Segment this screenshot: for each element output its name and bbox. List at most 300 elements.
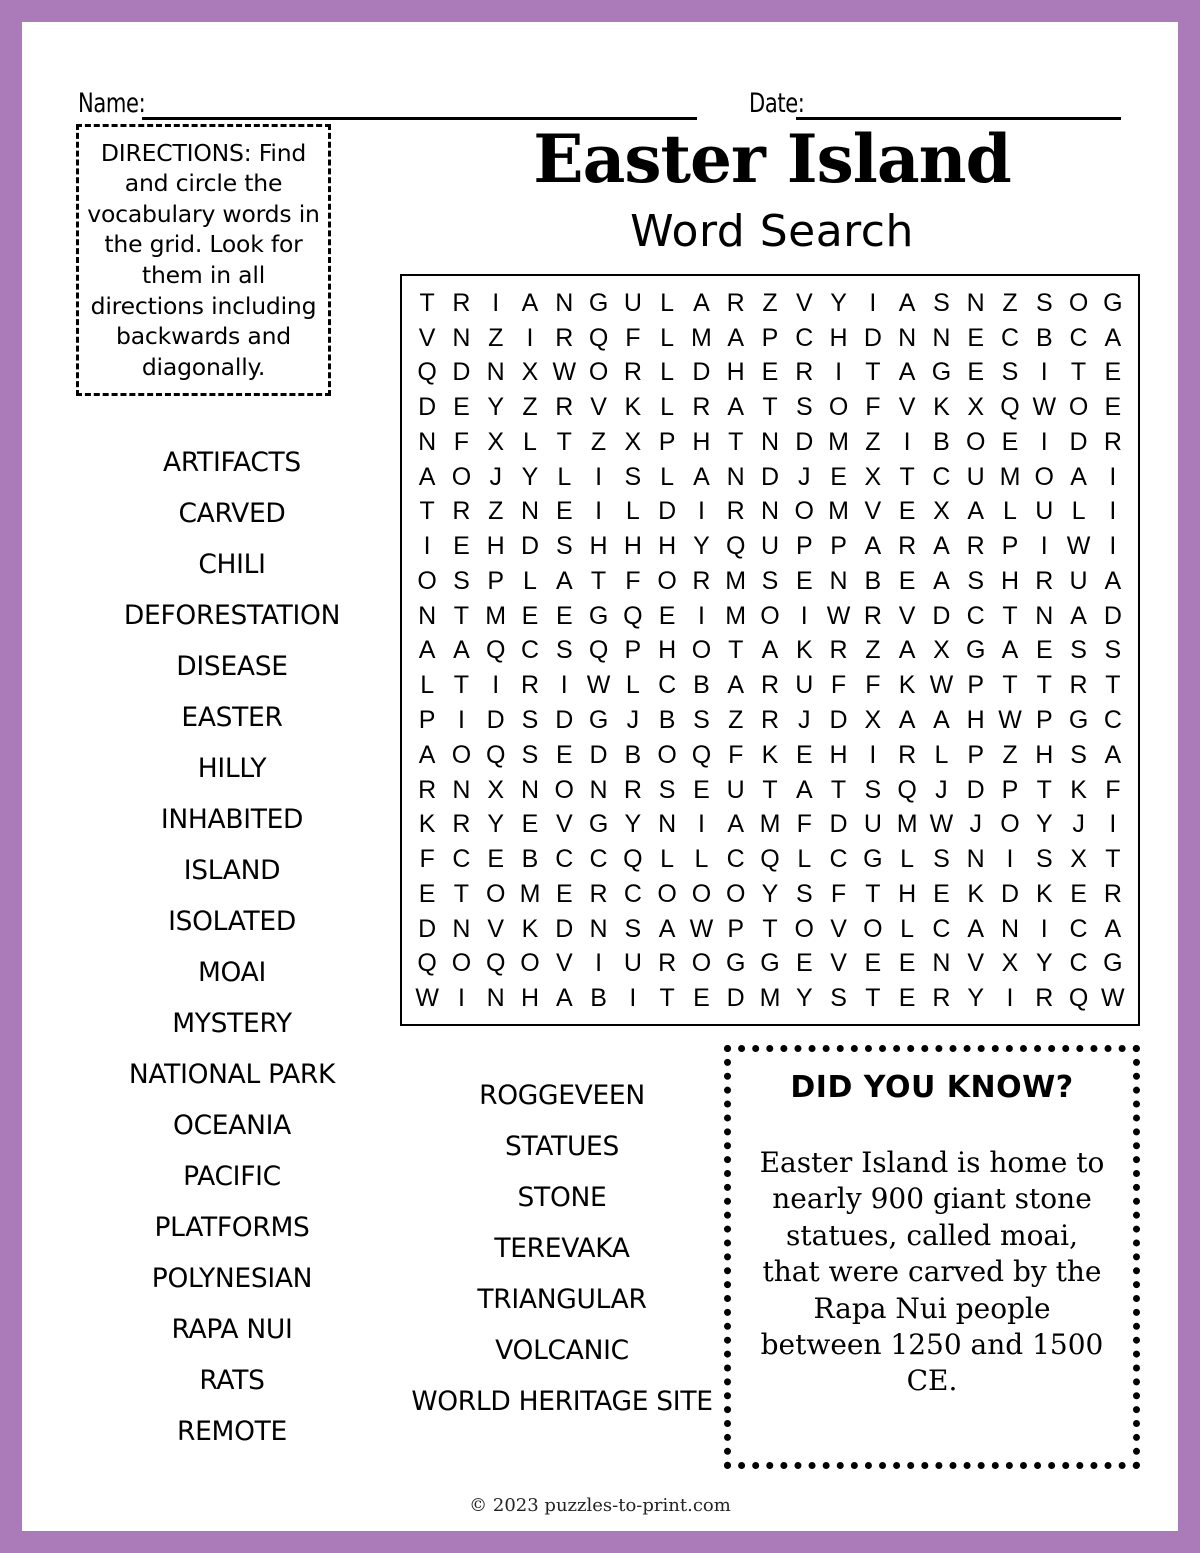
grid-cell[interactable]: R (555, 393, 574, 422)
grid-cell[interactable]: R (555, 323, 574, 352)
grid-cell[interactable]: A (521, 288, 539, 317)
grid-cell[interactable]: T (1036, 775, 1052, 804)
grid-cell[interactable]: J (798, 462, 811, 491)
grid-cell[interactable]: L (797, 845, 812, 874)
grid-cell[interactable]: L (1071, 497, 1086, 526)
grid-cell[interactable]: Q (417, 358, 437, 387)
grid-cell[interactable]: I (903, 427, 911, 456)
grid-cell[interactable]: U (1069, 566, 1088, 595)
grid-cell[interactable]: V (830, 949, 847, 978)
grid-cell[interactable]: W (689, 914, 714, 943)
grid-cell[interactable]: N (898, 323, 917, 352)
grid-cell[interactable]: A (1104, 323, 1122, 352)
grid-cell[interactable]: N (418, 427, 437, 456)
grid-cell[interactable]: D (932, 601, 951, 630)
grid-cell[interactable]: V (555, 810, 573, 839)
grid-cell[interactable]: D (829, 810, 848, 839)
grid-cell[interactable]: M (691, 323, 712, 352)
grid-cell[interactable]: A (898, 706, 916, 735)
grid-cell[interactable]: L (900, 845, 915, 874)
grid-cell[interactable]: Y (795, 984, 813, 1013)
grid-cell[interactable]: J (935, 775, 948, 804)
grid-cell[interactable]: T (865, 358, 881, 387)
grid-cell[interactable]: I (697, 810, 705, 839)
grid-cell[interactable]: F (865, 671, 881, 700)
grid-cell[interactable]: Y (761, 879, 779, 908)
grid-cell[interactable]: E (521, 601, 539, 630)
grid-cell[interactable]: K (795, 636, 813, 665)
grid-cell[interactable]: E (555, 879, 573, 908)
grid-cell[interactable]: D (418, 914, 437, 943)
grid-cell[interactable]: Y (1035, 949, 1053, 978)
grid-cell[interactable]: Q (1068, 984, 1089, 1013)
grid-cell[interactable]: Q (623, 845, 643, 874)
grid-cell[interactable]: H (1035, 740, 1054, 769)
grid-cell[interactable]: L (660, 845, 675, 874)
grid-cell[interactable]: Q (760, 845, 780, 874)
grid-cell[interactable]: W (1032, 393, 1057, 422)
grid-cell[interactable]: V (418, 323, 436, 352)
grid-cell[interactable]: N (1035, 601, 1054, 630)
grid-cell[interactable]: T (1002, 601, 1018, 630)
grid-cell[interactable]: R (829, 636, 848, 665)
grid-cell[interactable]: D (520, 532, 540, 561)
grid-cell[interactable]: M (828, 497, 849, 526)
grid-cell[interactable]: N (726, 462, 745, 491)
grid-cell[interactable]: K (967, 879, 985, 908)
grid-cell[interactable]: D (555, 706, 574, 735)
grid-cell[interactable]: L (934, 740, 949, 769)
grid-cell[interactable]: E (555, 740, 573, 769)
grid-cell[interactable]: T (762, 914, 778, 943)
grid-cell[interactable]: N (452, 323, 471, 352)
grid-cell[interactable]: A (693, 462, 710, 491)
grid-cell[interactable]: G (1103, 288, 1123, 317)
grid-cell[interactable]: M (725, 566, 747, 595)
grid-cell[interactable]: H (898, 879, 917, 908)
grid-cell[interactable]: U (795, 671, 814, 700)
grid-cell[interactable]: N (760, 427, 780, 456)
grid-cell[interactable]: A (418, 636, 436, 665)
grid-cell[interactable]: P (1035, 706, 1053, 735)
grid-cell[interactable]: X (1070, 845, 1087, 874)
grid-cell[interactable]: P (727, 914, 745, 943)
grid-cell[interactable]: Q (897, 775, 917, 804)
grid-cell[interactable]: N (760, 497, 780, 526)
grid-cell[interactable]: S (761, 566, 779, 595)
grid-cell[interactable]: F (830, 671, 847, 700)
grid-cell[interactable]: Z (1002, 288, 1018, 317)
grid-cell[interactable]: C (932, 462, 951, 491)
grid-cell[interactable]: L (420, 671, 435, 700)
grid-cell[interactable]: O (1068, 288, 1089, 317)
grid-cell[interactable]: Q (485, 949, 506, 978)
grid-cell[interactable]: V (795, 288, 813, 317)
grid-cell[interactable]: O (1000, 810, 1020, 839)
grid-cell[interactable]: A (1104, 914, 1122, 943)
grid-cell[interactable]: N (589, 775, 608, 804)
grid-cell[interactable]: W (415, 984, 439, 1013)
grid-cell[interactable]: Q (623, 601, 643, 630)
grid-cell[interactable]: E (1104, 393, 1122, 422)
grid-cell[interactable]: A (795, 775, 813, 804)
grid-cell[interactable]: I (492, 288, 500, 317)
grid-cell[interactable]: P (658, 427, 676, 456)
grid-cell[interactable]: L (523, 566, 537, 595)
grid-cell[interactable]: F (728, 740, 744, 769)
grid-cell[interactable]: G (1103, 949, 1123, 978)
grid-cell[interactable]: S (658, 775, 676, 804)
grid-cell[interactable]: O (451, 462, 472, 491)
grid-cell[interactable]: K (1035, 879, 1053, 908)
grid-cell[interactable]: L (557, 462, 572, 491)
grid-cell[interactable]: E (453, 393, 470, 422)
grid-cell[interactable]: D (589, 740, 608, 769)
grid-cell[interactable]: N (452, 775, 471, 804)
grid-cell[interactable]: T (453, 671, 470, 700)
grid-cell[interactable]: T (1105, 671, 1121, 700)
grid-cell[interactable]: S (795, 879, 813, 908)
grid-cell[interactable]: M (725, 601, 747, 630)
grid-cell[interactable]: T (419, 288, 435, 317)
grid-cell[interactable]: T (1036, 671, 1052, 700)
grid-cell[interactable]: C (829, 845, 848, 874)
grid-cell[interactable]: A (967, 497, 985, 526)
grid-cell[interactable]: V (830, 914, 847, 943)
grid-cell[interactable]: I (800, 601, 808, 630)
grid-cell[interactable]: H (589, 532, 608, 561)
grid-cell[interactable]: I (457, 984, 465, 1013)
grid-cell[interactable]: Y (693, 532, 710, 561)
grid-cell[interactable]: E (693, 775, 710, 804)
grid-cell[interactable]: F (453, 427, 470, 456)
grid-cell[interactable]: K (521, 914, 539, 943)
grid-cell[interactable]: I (1109, 532, 1117, 561)
grid-cell[interactable]: E (864, 949, 882, 978)
grid-cell[interactable]: I (697, 601, 705, 630)
grid-cell[interactable]: P (1001, 775, 1019, 804)
grid-cell[interactable]: R (692, 393, 711, 422)
grid-cell[interactable]: O (485, 879, 506, 908)
grid-cell[interactable]: Y (487, 393, 505, 422)
grid-cell[interactable]: N (486, 984, 505, 1013)
grid-cell[interactable]: U (760, 532, 780, 561)
grid-cell[interactable]: L (660, 288, 675, 317)
grid-cell[interactable]: H (829, 740, 848, 769)
grid-cell[interactable]: A (1070, 601, 1087, 630)
grid-cell[interactable]: W (552, 358, 577, 387)
grid-cell[interactable]: O (725, 879, 746, 908)
grid-cell[interactable]: Z (762, 288, 778, 317)
grid-cell[interactable]: O (691, 636, 712, 665)
grid-cell[interactable]: R (418, 775, 437, 804)
grid-cell[interactable]: W (1066, 532, 1091, 561)
grid-cell[interactable]: T (419, 497, 435, 526)
grid-cell[interactable]: S (624, 462, 642, 491)
grid-cell[interactable]: A (1070, 462, 1087, 491)
grid-cell[interactable]: B (693, 671, 710, 700)
grid-cell[interactable]: G (760, 949, 780, 978)
grid-cell[interactable]: A (727, 393, 745, 422)
grid-cell[interactable]: T (1002, 671, 1018, 700)
grid-cell[interactable]: D (1000, 879, 1020, 908)
grid-cell[interactable]: L (660, 323, 675, 352)
grid-cell[interactable]: K (624, 393, 642, 422)
grid-cell[interactable]: Z (1002, 740, 1018, 769)
grid-cell[interactable]: I (595, 949, 603, 978)
grid-cell[interactable]: H (520, 984, 540, 1013)
grid-cell[interactable]: E (658, 601, 676, 630)
grid-cell[interactable]: J (626, 706, 640, 735)
grid-cell[interactable]: I (697, 497, 705, 526)
grid-cell[interactable]: D (795, 427, 814, 456)
grid-cell[interactable]: C (1103, 706, 1122, 735)
grid-cell[interactable]: Z (865, 636, 881, 665)
grid-cell[interactable]: X (864, 462, 882, 491)
grid-cell[interactable]: M (828, 427, 849, 456)
grid-cell[interactable]: L (1003, 497, 1017, 526)
grid-cell[interactable]: A (453, 636, 470, 665)
grid-cell[interactable]: A (727, 323, 745, 352)
grid-cell[interactable]: F (865, 393, 881, 422)
grid-cell[interactable]: S (1035, 845, 1053, 874)
grid-cell[interactable]: Z (488, 497, 504, 526)
grid-cell[interactable]: N (486, 358, 505, 387)
grid-cell[interactable]: P (418, 706, 436, 735)
grid-cell[interactable]: R (1103, 879, 1122, 908)
grid-cell[interactable]: O (520, 949, 540, 978)
grid-cell[interactable]: I (492, 671, 500, 700)
grid-cell[interactable]: I (1040, 532, 1048, 561)
grid-cell[interactable]: T (728, 427, 744, 456)
grid-cell[interactable]: Z (522, 393, 538, 422)
grid-cell[interactable]: S (555, 636, 573, 665)
grid-cell[interactable]: E (555, 601, 573, 630)
grid-cell[interactable]: M (519, 879, 541, 908)
grid-cell[interactable]: I (869, 740, 877, 769)
grid-cell[interactable]: I (1006, 984, 1014, 1013)
grid-cell[interactable]: A (1104, 566, 1122, 595)
grid-cell[interactable]: Q (588, 636, 609, 665)
grid-cell[interactable]: X (624, 427, 642, 456)
grid-cell[interactable]: K (761, 740, 779, 769)
grid-cell[interactable]: A (1104, 740, 1122, 769)
grid-cell[interactable]: H (623, 532, 642, 561)
grid-cell[interactable]: R (1103, 427, 1122, 456)
grid-cell[interactable]: W (929, 810, 954, 839)
grid-cell[interactable]: R (863, 601, 882, 630)
grid-cell[interactable]: A (898, 358, 916, 387)
grid-cell[interactable]: D (658, 497, 677, 526)
grid-cell[interactable]: X (967, 393, 985, 422)
grid-cell[interactable]: O (1068, 393, 1089, 422)
grid-cell[interactable]: E (967, 358, 985, 387)
grid-cell[interactable]: R (932, 984, 951, 1013)
grid-cell[interactable]: I (1040, 358, 1048, 387)
grid-cell[interactable]: J (489, 462, 502, 491)
grid-cell[interactable]: S (555, 532, 573, 561)
grid-cell[interactable]: T (865, 879, 881, 908)
grid-cell[interactable]: N (932, 323, 951, 352)
grid-cell[interactable]: D (418, 393, 437, 422)
grid-cell[interactable]: C (452, 845, 471, 874)
grid-cell[interactable]: I (1109, 497, 1117, 526)
grid-cell[interactable]: C (589, 845, 608, 874)
grid-cell[interactable]: S (795, 393, 813, 422)
grid-cell[interactable]: V (967, 949, 985, 978)
grid-cell[interactable]: G (725, 949, 746, 978)
grid-cell[interactable]: H (692, 427, 711, 456)
grid-cell[interactable]: O (554, 775, 574, 804)
grid-cell[interactable]: K (1070, 775, 1087, 804)
grid-cell[interactable]: S (933, 288, 950, 317)
grid-cell[interactable]: A (555, 984, 573, 1013)
grid-cell[interactable]: A (898, 636, 916, 665)
grid-cell[interactable]: F (796, 810, 812, 839)
grid-cell[interactable]: Q (417, 949, 437, 978)
grid-cell[interactable]: P (624, 636, 642, 665)
grid-cell[interactable]: A (418, 740, 436, 769)
grid-cell[interactable]: Z (488, 323, 504, 352)
grid-cell[interactable]: Z (865, 427, 881, 456)
grid-cell[interactable]: R (623, 775, 642, 804)
grid-cell[interactable]: C (555, 845, 574, 874)
grid-cell[interactable]: A (555, 566, 573, 595)
grid-cell[interactable]: V (487, 914, 505, 943)
grid-cell[interactable]: S (933, 845, 950, 874)
grid-cell[interactable]: G (588, 706, 609, 735)
grid-cell[interactable]: J (798, 706, 811, 735)
grid-cell[interactable]: C (1069, 949, 1088, 978)
grid-cell[interactable]: R (452, 810, 471, 839)
grid-cell[interactable]: N (966, 288, 985, 317)
grid-cell[interactable]: E (795, 566, 813, 595)
grid-cell[interactable]: E (795, 740, 813, 769)
grid-cell[interactable]: L (625, 497, 640, 526)
grid-cell[interactable]: I (835, 358, 843, 387)
grid-cell[interactable]: H (658, 636, 677, 665)
grid-cell[interactable]: A (658, 914, 676, 943)
grid-cell[interactable]: L (900, 914, 915, 943)
grid-cell[interactable]: A (967, 914, 985, 943)
grid-cell[interactable]: S (453, 566, 470, 595)
grid-cell[interactable]: R (1035, 984, 1054, 1013)
grid-cell[interactable]: K (898, 671, 916, 700)
grid-cell[interactable]: S (830, 984, 847, 1013)
grid-cell[interactable]: Z (728, 706, 744, 735)
grid-cell[interactable]: C (795, 323, 814, 352)
grid-cell[interactable]: T (1105, 845, 1121, 874)
grid-cell[interactable]: Q (485, 636, 506, 665)
grid-cell[interactable]: R (452, 497, 471, 526)
grid-cell[interactable]: I (457, 706, 465, 735)
grid-cell[interactable]: W (998, 706, 1022, 735)
grid-cell[interactable]: D (692, 358, 711, 387)
grid-cell[interactable]: I (869, 288, 877, 317)
grid-cell[interactable]: G (1068, 706, 1089, 735)
grid-cell[interactable]: N (555, 288, 574, 317)
grid-cell[interactable]: P (967, 740, 985, 769)
grid-cell[interactable]: R (726, 288, 745, 317)
grid-cell[interactable]: X (864, 706, 882, 735)
grid-cell[interactable]: T (899, 462, 915, 491)
grid-cell[interactable]: E (898, 949, 916, 978)
grid-cell[interactable]: F (830, 879, 847, 908)
grid-cell[interactable]: Y (967, 984, 985, 1013)
grid-cell[interactable]: M (999, 462, 1021, 491)
grid-cell[interactable]: S (1070, 740, 1087, 769)
grid-cell[interactable]: C (658, 671, 677, 700)
grid-cell[interactable]: C (1069, 914, 1088, 943)
grid-cell[interactable]: R (726, 497, 745, 526)
grid-cell[interactable]: B (933, 427, 950, 456)
grid-cell[interactable]: N (520, 497, 540, 526)
grid-cell[interactable]: I (1109, 810, 1117, 839)
grid-cell[interactable]: R (452, 288, 471, 317)
grid-cell[interactable]: O (657, 879, 677, 908)
grid-cell[interactable]: A (693, 288, 710, 317)
grid-cell[interactable]: L (660, 393, 675, 422)
grid-cell[interactable]: E (555, 497, 573, 526)
grid-cell[interactable]: U (966, 462, 985, 491)
grid-cell[interactable]: S (1070, 636, 1087, 665)
grid-cell[interactable]: T (830, 775, 847, 804)
grid-cell[interactable]: E (967, 323, 985, 352)
grid-cell[interactable]: D (966, 775, 985, 804)
grid-cell[interactable]: S (693, 706, 710, 735)
grid-cell[interactable]: Y (487, 810, 505, 839)
grid-cell[interactable]: V (864, 497, 882, 526)
grid-cell[interactable]: B (624, 740, 642, 769)
grid-cell[interactable]: N (658, 810, 677, 839)
grid-cell[interactable]: R (623, 358, 642, 387)
grid-cell[interactable]: A (727, 810, 745, 839)
grid-cell[interactable]: C (932, 914, 951, 943)
grid-cell[interactable]: V (898, 601, 916, 630)
grid-cell[interactable]: T (453, 601, 470, 630)
grid-cell[interactable]: C (520, 636, 540, 665)
grid-cell[interactable]: N (589, 914, 608, 943)
grid-cell[interactable]: O (794, 497, 814, 526)
grid-cell[interactable]: T (590, 566, 607, 595)
grid-cell[interactable]: H (1000, 566, 1020, 595)
grid-cell[interactable]: O (657, 740, 677, 769)
grid-cell[interactable]: R (898, 740, 917, 769)
grid-cell[interactable]: L (694, 845, 709, 874)
grid-cell[interactable]: U (726, 775, 745, 804)
grid-cell[interactable]: Y (521, 462, 539, 491)
word-search-grid[interactable] (400, 274, 1140, 1026)
grid-cell[interactable]: N (1000, 914, 1020, 943)
grid-cell[interactable]: O (417, 566, 437, 595)
grid-cell[interactable]: H (658, 532, 677, 561)
grid-cell[interactable]: Q (485, 740, 506, 769)
grid-cell[interactable]: D (726, 984, 745, 1013)
grid-cell[interactable]: O (760, 601, 780, 630)
grid-cell[interactable]: Z (590, 427, 607, 456)
grid-cell[interactable]: E (795, 949, 813, 978)
grid-cell[interactable]: O (451, 949, 472, 978)
grid-cell[interactable]: R (1069, 671, 1088, 700)
grid-cell[interactable]: E (898, 497, 916, 526)
grid-cell[interactable]: D (1103, 601, 1122, 630)
grid-cell[interactable]: E (898, 984, 916, 1013)
grid-cell[interactable]: E (830, 462, 847, 491)
grid-cell[interactable]: W (929, 671, 954, 700)
grid-cell[interactable]: A (898, 288, 916, 317)
grid-cell[interactable]: K (933, 393, 950, 422)
grid-cell[interactable]: F (625, 323, 641, 352)
